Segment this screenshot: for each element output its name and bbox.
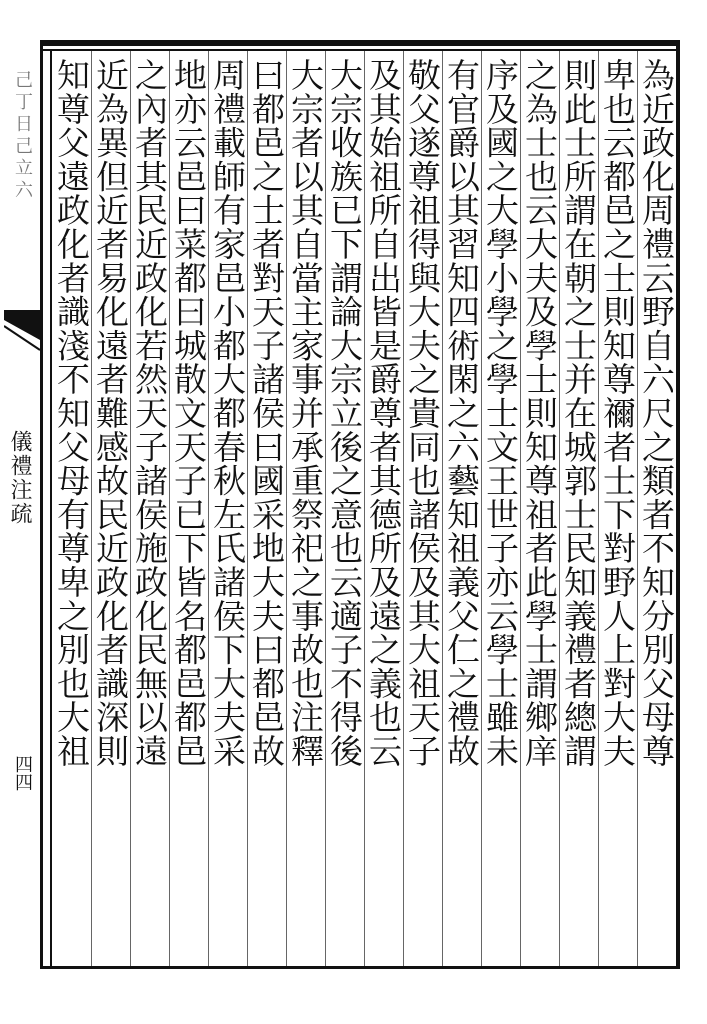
text-column: 知尊父遠政化者識淺不知父母有尊卑之別也大祖 [52, 58, 91, 768]
text-column: 卑也云都邑之士則知尊禰者士下對野人上對大夫 [598, 58, 637, 768]
fishtail-mark-icon [4, 310, 40, 356]
top-border-rule-thin [40, 49, 680, 51]
page-number: 四四 [12, 755, 33, 791]
text-column: 有官爵以其習知四術閑之六藝知祖義父仁之禮故 [442, 58, 481, 768]
right-border-rule [676, 40, 680, 969]
text-column: 大宗收族已下謂論大宗立後之意也云適子不得後 [325, 58, 364, 768]
text-column: 為近政化周禮云野自六尺之類者不知分別父母尊 [637, 58, 676, 768]
text-column: 及其始祖所自出皆是爵尊者其德所及遠之義也云 [364, 58, 403, 768]
text-column: 則此士所謂在朝之士并在城郭士民知義禮者總謂 [559, 58, 598, 768]
book-title: 儀禮注疏 [7, 430, 32, 526]
text-column: 大宗者以其自當主家事并承重祭祀之事故也注釋 [286, 58, 325, 768]
text-column: 之為士也云大夫及學士則知尊祖者此學士謂鄉庠 [520, 58, 559, 768]
text-column: 周禮載師有家邑小都大都春秋左氏諸侯下大夫采 [208, 58, 247, 768]
text-column: 之內者其民近政化若然天子諸侯施政化民無以遠 [130, 58, 169, 768]
top-border-rule [40, 40, 680, 46]
margin-faint-marks: 己丁日己立六 [12, 70, 33, 202]
bottom-border-rule [40, 966, 680, 969]
text-column: 序及國之大學小學之學士文王世子亦云學士雖未 [481, 58, 520, 768]
text-column: 曰都邑之士者對天子諸侯曰國采地大夫曰都邑故 [247, 58, 286, 768]
text-column: 地亦云邑曰菜都曰城散文天子已下皆名都邑都邑 [169, 58, 208, 768]
text-column: 敬父遂尊祖得與大夫之貴同也諸侯及其大祖天子 [403, 58, 442, 768]
left-border-rule [40, 40, 43, 969]
text-column: 近為異但近者易化遠者難感故民近政化者識深則 [91, 58, 130, 768]
